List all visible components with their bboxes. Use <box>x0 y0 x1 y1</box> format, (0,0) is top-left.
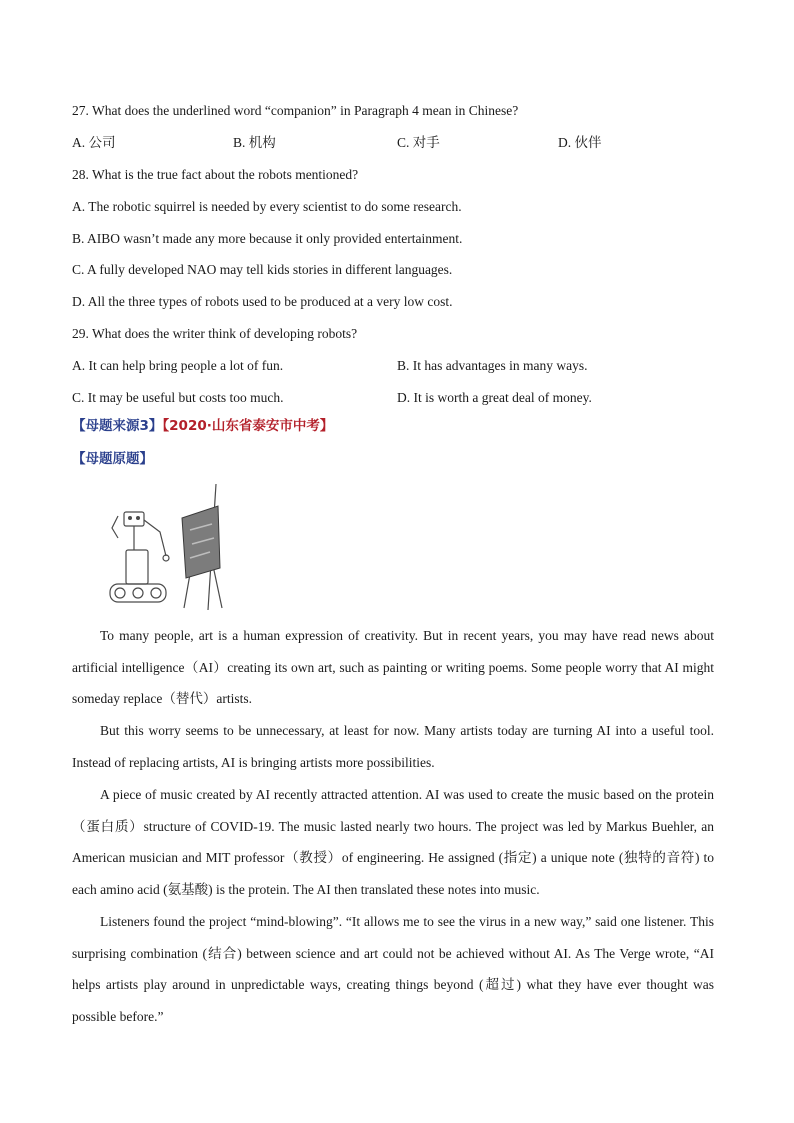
q28-option-b: B. AIBO wasn’t made any more because it only provided entertainment. <box>72 231 463 246</box>
question-27: 27. What does the underlined word “companion” in Paragraph 4 mean in Chinese? <box>72 103 519 118</box>
q29-option-c: C. It may be useful but costs too much. <box>72 390 284 405</box>
source-origin: 【2020·山东省泰安市中考】 <box>162 418 334 434</box>
question-29: 29. What does the writer think of developing robots? <box>72 326 358 341</box>
q27-option-a: A. 公司 <box>72 135 116 150</box>
q29-option-a: A. It can help bring people a lot of fun. <box>72 358 284 373</box>
q27-option-b: B. 机构 <box>233 135 276 150</box>
q27-option-c: C. 对手 <box>397 135 440 150</box>
q28-option-c: C. A fully developed NAO may tell kids stories in different languages. <box>72 262 453 277</box>
original-heading: 【母题原题】 <box>72 451 153 467</box>
paragraph-3: A piece of music created by AI recently attracted attention. AI was used to create the music based on the protein（蛋白质）structure of COVID-19. The music lasted nearly two hours. The project was led by Markus Buehler, an American musician and MIT professor（教授）of engineering. He assigned (指定) a unique note (独特的音符) to each amino acid (氨基酸) is the protein. The AI then translated these notes into music. <box>72 787 714 897</box>
paragraph-1: To many people, art is a human expression of creativity. But in recent years, you may have read news about artificial intelligence（AI）creating its own art, such as painting or writing poems. Some people worry that AI might someday replace（替代）artists. <box>72 628 714 707</box>
paragraph-2: But this worry seems to be unnecessary, at least for now. Many artists today are turning AI into a useful tool. Instead of replacing artists, AI is bringing artists more possibilities. <box>72 723 714 770</box>
q27-option-d: D. 伙伴 <box>558 135 602 150</box>
question-28: 28. What is the true fact about the robots mentioned? <box>72 167 359 182</box>
source-heading <box>72 414 333 434</box>
paragraph-4: Listeners found the project “mind-blowing”. “It allows me to see the virus in a new way,” said one listener. This surprising combination (结合) between science and art could not be achieved without AI. As The Verge wrote, “AI helps artists play around in unpredictable ways, creating things beyond (超过) what they have ever thought was possible before.” <box>72 914 714 1024</box>
source-label: 【母题来源3】 <box>72 418 163 434</box>
q28-option-d: D. All the three types of robots used to be produced at a very low cost. <box>72 294 453 309</box>
robot-painting-illustration <box>104 480 230 612</box>
q28-option-a: A. The robotic squirrel is needed by every scientist to do some research. <box>72 199 462 214</box>
q29-option-b: B. It has advantages in many ways. <box>397 358 588 373</box>
q29-option-d: D. It is worth a great deal of money. <box>397 390 592 405</box>
